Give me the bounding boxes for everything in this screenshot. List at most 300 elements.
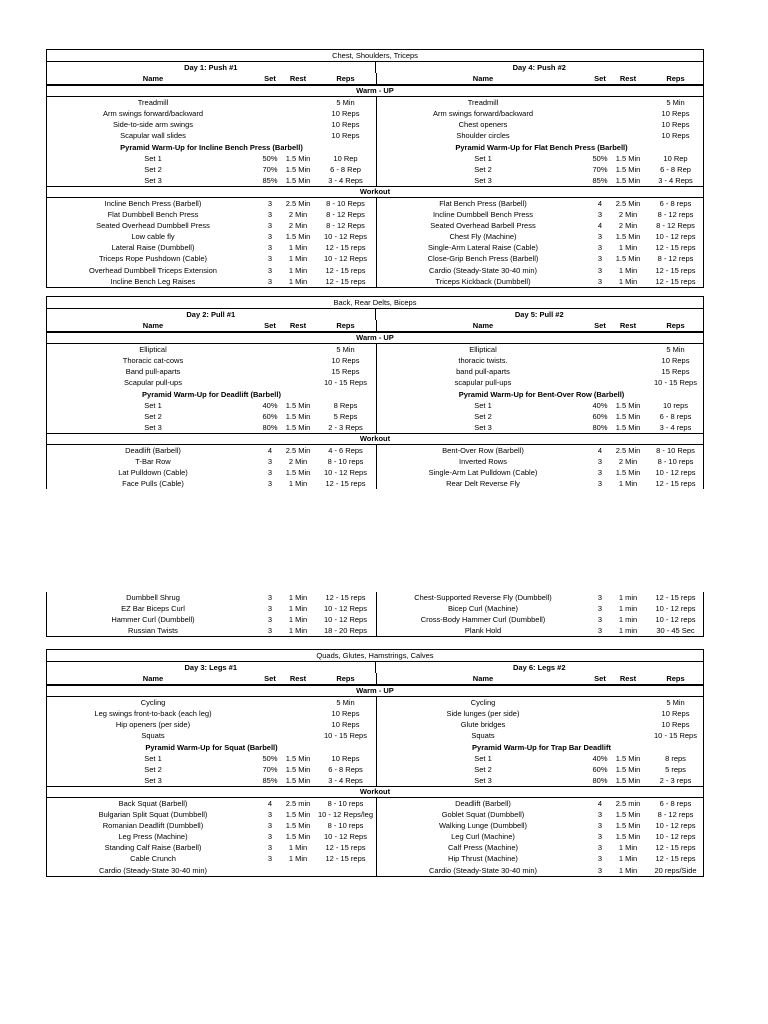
set-value: 4 xyxy=(267,445,273,455)
exercise-name: Set 2 xyxy=(474,764,492,774)
set-row xyxy=(47,400,703,411)
reps-value: 12 - 15 reps xyxy=(655,479,696,489)
left-cell-group xyxy=(47,242,377,253)
exercise-name: Deadlift (Barbell) xyxy=(125,445,181,455)
reps-value: 3 - 4 Reps xyxy=(328,775,363,785)
set-value xyxy=(589,119,611,130)
workout-row xyxy=(47,809,703,820)
right-cell-group xyxy=(377,730,706,741)
rest-value: 1.5 Min xyxy=(615,411,641,421)
rest-value xyxy=(611,344,645,355)
workout-row xyxy=(47,265,703,276)
set-value: 3 xyxy=(267,198,273,208)
column-header: Name xyxy=(142,674,164,684)
rest-value: 1 Min xyxy=(618,854,638,864)
reps-value: 8 Reps xyxy=(333,400,358,410)
exercise-name: Glute bridges xyxy=(460,720,506,730)
right-cell-group xyxy=(377,242,706,253)
reps-value: 12 - 15 reps xyxy=(325,243,366,253)
right-cell-group xyxy=(377,697,706,708)
rest-value: 2 Min xyxy=(288,221,308,231)
reps-value: 5 Min xyxy=(336,698,355,708)
reps-value: 10 - 12 Reps xyxy=(324,468,367,478)
reps-value: 3 - 4 reps xyxy=(659,422,692,432)
left-cell-group xyxy=(47,831,377,842)
set-value: 3 xyxy=(597,615,603,625)
set-value: 3 xyxy=(597,843,603,853)
rest-value xyxy=(281,108,315,119)
exercise-name: Thoracic cat-cows xyxy=(122,356,184,366)
set-value: 3 xyxy=(267,457,273,467)
reps-value: 10 Reps xyxy=(661,709,690,719)
rest-value: 1.5 Min xyxy=(285,422,311,432)
left-cell-group xyxy=(47,164,377,175)
reps-value: 8 - 10 Reps xyxy=(326,198,365,208)
right-cell-group xyxy=(377,231,706,242)
block-title: Chest, Shoulders, Triceps xyxy=(47,50,703,62)
set-value: 3 xyxy=(597,254,603,264)
warmup-row xyxy=(47,697,703,708)
exercise-name: Overhead Dumbbell Triceps Extension xyxy=(89,265,217,275)
rest-value: 2.5 Min xyxy=(285,198,311,208)
set-value: 3 xyxy=(597,604,603,614)
column-header: Set xyxy=(594,321,606,331)
left-cell-group xyxy=(47,853,377,864)
right-cell-group xyxy=(377,467,706,478)
left-cell-group xyxy=(47,130,377,141)
warmup-row xyxy=(47,377,703,388)
exercise-name: Set 3 xyxy=(144,422,162,432)
set-value xyxy=(259,865,281,876)
set-value: 3 xyxy=(597,593,603,602)
set-value xyxy=(259,377,281,388)
set-value: 50% xyxy=(262,753,278,763)
exercise-name: Plank Hold xyxy=(464,626,502,636)
exercise-name: Side-to-side arm swings xyxy=(112,120,194,130)
exercise-name: Set 2 xyxy=(474,411,492,421)
workout-row xyxy=(47,456,703,467)
exercise-name: Leg Curl (Machine) xyxy=(451,832,515,842)
reps-value: 10 Reps xyxy=(331,753,360,763)
right-cell-group xyxy=(377,614,706,625)
exercise-name: Low cable fly xyxy=(131,232,175,242)
right-cell-group xyxy=(377,820,706,831)
left-cell-group xyxy=(47,198,377,209)
rest-value xyxy=(611,708,645,719)
set-value: 3 xyxy=(597,457,603,467)
set-value: 4 xyxy=(597,221,603,231)
set-value xyxy=(589,719,611,730)
exercise-name: Scapular pull-ups xyxy=(124,378,182,388)
rest-value: 2 Min xyxy=(618,221,638,231)
reps-value: 10 Reps xyxy=(661,131,690,141)
set-value xyxy=(259,130,281,141)
reps-value: 12 - 15 reps xyxy=(655,265,696,275)
day-title-right: Day 5: Pull #2 xyxy=(514,310,564,319)
warmup-label: Warm - UP xyxy=(47,332,703,344)
right-cell-group xyxy=(377,753,706,764)
exercise-name: band pull-aparts xyxy=(456,367,510,377)
reps-value: 15 Reps xyxy=(331,367,360,377)
exercise-name: Calf Press (Machine) xyxy=(447,843,519,853)
set-row xyxy=(47,753,703,764)
rest-value: 1.5 Min xyxy=(285,764,311,774)
left-cell-group xyxy=(47,865,377,876)
left-cell-group xyxy=(47,842,377,853)
exercise-name: Deadlift (Barbell) xyxy=(455,798,511,808)
day-title-right: Day 6: Legs #2 xyxy=(512,663,566,672)
column-header: Reps xyxy=(336,674,355,684)
rest-value: 1 Min xyxy=(288,254,308,264)
workout-row xyxy=(47,445,703,456)
rest-value: 1.5 Min xyxy=(615,832,641,842)
rest-value: 1 Min xyxy=(618,265,638,275)
set-value: 85% xyxy=(262,775,278,785)
set-row xyxy=(47,153,703,164)
right-cell-group xyxy=(377,198,706,209)
column-header-group xyxy=(377,73,706,84)
right-cell-group xyxy=(377,625,706,636)
workout-row xyxy=(47,242,703,253)
rest-value xyxy=(281,366,315,377)
right-cell-group xyxy=(377,411,706,422)
left-cell-group xyxy=(47,97,377,108)
rest-value: 1.5 Min xyxy=(615,164,641,174)
exercise-name: Set 1 xyxy=(144,153,162,163)
set-value: 3 xyxy=(267,210,273,220)
column-header: Name xyxy=(142,321,164,331)
reps-value: 5 Min xyxy=(666,698,685,708)
exercise-name: Side lunges (per side) xyxy=(446,709,520,719)
reps-value: 20 reps/Side xyxy=(654,865,697,875)
set-value xyxy=(259,730,281,741)
column-header: Set xyxy=(264,321,276,331)
exercise-name: Elliptical xyxy=(139,345,167,355)
reps-value: 3 - 4 Reps xyxy=(328,175,363,185)
reps-value: 6 - 8 Rep xyxy=(660,164,691,174)
reps-value: 10 Reps xyxy=(331,120,360,130)
workout-row xyxy=(47,478,703,489)
exercise-name: Set 3 xyxy=(474,775,492,785)
workout-label: Workout xyxy=(47,186,703,198)
rest-value: 1 Min xyxy=(288,854,308,864)
left-cell-group xyxy=(47,253,377,264)
right-cell-group xyxy=(377,400,706,411)
rest-value xyxy=(281,719,315,730)
rest-value: 1 min xyxy=(618,626,638,636)
set-value: 3 xyxy=(267,821,273,831)
reps-value: 6 - 8 Reps xyxy=(328,764,363,774)
set-value: 85% xyxy=(262,175,278,185)
set-value: 80% xyxy=(592,775,608,785)
column-header-group xyxy=(47,320,377,331)
pyramid-row xyxy=(47,742,703,753)
set-row xyxy=(47,411,703,422)
set-value: 4 xyxy=(267,798,273,808)
set-value xyxy=(259,366,281,377)
right-cell-group xyxy=(377,478,706,489)
rest-value: 1 Min xyxy=(618,276,638,286)
exercise-name: Squats xyxy=(141,731,165,741)
right-cell-group xyxy=(377,377,706,388)
workout-row xyxy=(47,853,703,864)
workout-row xyxy=(47,276,703,287)
set-value xyxy=(259,708,281,719)
set-row xyxy=(47,775,703,786)
rest-value xyxy=(611,730,645,741)
exercise-name: Set 2 xyxy=(474,164,492,174)
left-cell-group xyxy=(47,400,377,411)
left-cell-group xyxy=(47,377,377,388)
workout-row xyxy=(47,831,703,842)
set-value: 80% xyxy=(592,422,608,432)
set-value xyxy=(589,697,611,708)
left-cell-group xyxy=(47,445,377,456)
right-cell-group xyxy=(377,108,706,119)
exercise-name: Cycling xyxy=(470,698,496,708)
warmup-row xyxy=(47,708,703,719)
reps-value: 8 - 12 reps xyxy=(657,810,694,820)
exercise-name: Russian Twists xyxy=(128,626,178,636)
pyramid-title-left: Pyramid Warm-Up for Squat (Barbell) xyxy=(145,742,278,752)
exercise-name: Set 1 xyxy=(474,153,492,163)
reps-value: 12 - 15 reps xyxy=(325,276,366,286)
exercise-name: Set 1 xyxy=(474,753,492,763)
exercise-name: Cardio (Steady-State 30-40 min) xyxy=(429,865,537,875)
rest-value: 2 Min xyxy=(618,457,638,467)
right-cell-group xyxy=(377,842,706,853)
column-header: Reps xyxy=(666,674,685,684)
exercise-name: Hip Thrust (Machine) xyxy=(448,854,518,864)
right-cell-group xyxy=(377,708,706,719)
exercise-name: Arm swings forward/backward xyxy=(432,109,534,119)
set-value xyxy=(589,97,611,108)
warmup-row xyxy=(47,719,703,730)
reps-value: 10 Reps xyxy=(661,720,690,730)
exercise-name: Single-Arm Lateral Raise (Cable) xyxy=(427,243,539,253)
exercise-name: thoracic twists. xyxy=(458,356,508,366)
reps-value: 12 - 15 reps xyxy=(325,479,366,489)
right-cell-group xyxy=(377,220,706,231)
column-header-group xyxy=(47,73,377,84)
set-value xyxy=(259,97,281,108)
right-cell-group xyxy=(377,456,706,467)
rest-value: 1.5 Min xyxy=(615,254,641,264)
left-cell-group xyxy=(47,719,377,730)
right-cell-group xyxy=(377,853,706,864)
rest-value: 1 Min xyxy=(618,843,638,853)
rest-value: 1.5 Min xyxy=(615,468,641,478)
set-value xyxy=(259,697,281,708)
rest-value: 1.5 Min xyxy=(615,153,641,163)
exercise-name: Set 3 xyxy=(474,175,492,185)
set-value: 4 xyxy=(597,798,603,808)
exercise-name: Set 2 xyxy=(144,164,162,174)
reps-value: 10 - 12 reps xyxy=(655,615,696,625)
day-header-row xyxy=(47,309,703,320)
exercise-name: Set 3 xyxy=(144,775,162,785)
column-header: Reps xyxy=(666,321,685,331)
rest-value: 1.5 Min xyxy=(285,821,311,831)
reps-value: 6 - 8 reps xyxy=(659,198,692,208)
reps-value: 8 - 10 reps xyxy=(657,457,694,467)
right-cell-group xyxy=(377,209,706,220)
rest-value: 1 Min xyxy=(288,626,308,636)
legs-table xyxy=(46,649,704,877)
warmup-row xyxy=(47,730,703,741)
left-cell-group xyxy=(47,730,377,741)
set-value xyxy=(589,730,611,741)
rest-value: 1.5 Min xyxy=(285,175,311,185)
exercise-name: Chest Fly (Machine) xyxy=(449,232,517,242)
exercise-name: Leg Press (Machine) xyxy=(118,832,188,842)
exercise-name: Shoulder circles xyxy=(456,131,510,141)
day-title-left: Day 2: Pull #1 xyxy=(47,309,376,320)
right-cell-group xyxy=(377,831,706,842)
right-cell-group xyxy=(377,119,706,130)
warmup-label: Warm - UP xyxy=(47,85,703,97)
exercise-name: Close-Grip Bench Press (Barbell) xyxy=(427,254,539,264)
workout-row xyxy=(47,231,703,242)
set-value: 3 xyxy=(267,843,273,853)
day-header-row xyxy=(47,62,703,73)
left-cell-group xyxy=(47,753,377,764)
left-cell-group xyxy=(47,820,377,831)
reps-value: 10 reps xyxy=(662,400,689,410)
exercise-name: Scapular wall slides xyxy=(120,131,186,141)
rest-value xyxy=(281,865,315,876)
pyramid-right xyxy=(377,389,706,400)
set-value: 3 xyxy=(597,265,603,275)
day-title-right: Day 4: Push #2 xyxy=(512,63,566,72)
reps-value: 10 Rep xyxy=(663,153,688,163)
reps-value: 10 Reps xyxy=(331,131,360,141)
set-value: 50% xyxy=(262,153,278,163)
rest-value: 2 Min xyxy=(618,210,638,220)
column-header-group xyxy=(47,673,377,684)
rest-value: 1 Min xyxy=(288,479,308,489)
exercise-name: Triceps Rope Pushdown (Cable) xyxy=(98,254,208,264)
exercise-name: Incline Bench Press (Barbell) xyxy=(104,198,202,208)
warmup-row xyxy=(47,119,703,130)
set-value: 3 xyxy=(267,604,273,614)
rest-value: 2 Min xyxy=(288,457,308,467)
set-value: 40% xyxy=(262,400,278,410)
left-cell-group xyxy=(47,231,377,242)
set-value: 3 xyxy=(267,854,273,864)
column-header: Rest xyxy=(289,321,307,331)
rest-value xyxy=(281,119,315,130)
pyramid-row xyxy=(47,142,703,153)
set-value: 3 xyxy=(597,832,603,842)
left-cell-group xyxy=(47,592,377,603)
right-cell-group xyxy=(377,775,706,786)
reps-value: 10 - 12 Reps xyxy=(324,832,367,842)
set-value xyxy=(259,119,281,130)
reps-value: 30 - 45 Sec xyxy=(656,626,695,636)
column-header-row xyxy=(47,73,703,85)
rest-value: 1.5 Min xyxy=(285,400,311,410)
left-cell-group xyxy=(47,355,377,366)
exercise-name: Treadmill xyxy=(137,98,169,108)
reps-value: 12 - 15 reps xyxy=(325,843,366,853)
rest-value: 1.5 Min xyxy=(285,753,311,763)
rest-value: 1.5 Min xyxy=(285,164,311,174)
pyramid-left xyxy=(47,742,377,753)
left-cell-group xyxy=(47,614,377,625)
reps-value: 10 - 12 Reps xyxy=(324,615,367,625)
right-cell-group xyxy=(377,592,706,603)
workout-row xyxy=(47,865,703,876)
rest-value: 1.5 Min xyxy=(615,753,641,763)
workout-row xyxy=(47,842,703,853)
left-cell-group xyxy=(47,411,377,422)
set-value: 3 xyxy=(597,243,603,253)
rest-value: 1.5 Min xyxy=(285,411,311,421)
exercise-name: T-Bar Row xyxy=(135,457,171,467)
day-header-row xyxy=(47,662,703,673)
warmup-row xyxy=(47,355,703,366)
column-header: Rest xyxy=(289,74,307,84)
exercise-name: Cardio (Steady-State 30-40 min) xyxy=(99,865,207,875)
right-cell-group xyxy=(377,164,706,175)
rest-value: 1 Min xyxy=(618,865,638,875)
exercise-name: Lateral Raise (Dumbbell) xyxy=(111,243,195,253)
pyramid-title-left: Pyramid Warm-Up for Deadlift (Barbell) xyxy=(142,389,281,399)
exercise-name: Cardio (Steady-State 30-40 min) xyxy=(429,265,537,275)
rest-value: 1.5 Min xyxy=(285,232,311,242)
right-cell-group xyxy=(377,422,706,433)
workout-label: Workout xyxy=(47,433,703,445)
right-cell-group xyxy=(377,265,706,276)
workout-row xyxy=(47,198,703,209)
reps-value: 6 - 8 Rep xyxy=(330,164,361,174)
column-header: Rest xyxy=(289,674,307,684)
reps-value: 15 Reps xyxy=(661,367,690,377)
rest-value: 2.5 Min xyxy=(615,198,641,208)
column-header: Name xyxy=(472,674,494,684)
reps-value: 5 reps xyxy=(665,764,686,774)
rest-value: 1.5 Min xyxy=(615,810,641,820)
right-cell-group xyxy=(377,445,706,456)
set-value: 3 xyxy=(267,615,273,625)
reps-value: 18 - 20 Reps xyxy=(324,626,367,636)
block-title: Back, Rear Delts, Biceps xyxy=(47,297,703,309)
set-value: 3 xyxy=(267,265,273,275)
left-cell-group xyxy=(47,108,377,119)
reps-value: 8 - 12 Reps xyxy=(656,221,695,231)
set-row xyxy=(47,175,703,186)
column-header: Name xyxy=(472,74,494,84)
rest-value: 1 Min xyxy=(288,265,308,275)
set-value xyxy=(589,130,611,141)
set-value: 40% xyxy=(592,400,608,410)
exercise-name: Inverted Rows xyxy=(459,457,507,467)
exercise-name: Single-Arm Lat Pulldown (Cable) xyxy=(428,468,538,478)
reps-value: 10 Rep xyxy=(333,153,358,163)
block-title: Quads, Glutes, Hamstrings, Calves xyxy=(47,650,703,662)
left-cell-group xyxy=(47,809,377,820)
day-title-left: Day 3: Legs #1 xyxy=(47,662,376,673)
exercise-name: Elliptical xyxy=(469,345,497,355)
exercise-name: Treadmill xyxy=(467,98,499,108)
reps-value: 12 - 15 reps xyxy=(655,243,696,253)
right-cell-group xyxy=(377,153,706,164)
exercise-name: Romanian Deadlift (Dumbbell) xyxy=(102,821,204,831)
right-cell-group xyxy=(377,603,706,614)
reps-value: 5 Reps xyxy=(333,411,358,421)
workout-row xyxy=(47,603,703,614)
